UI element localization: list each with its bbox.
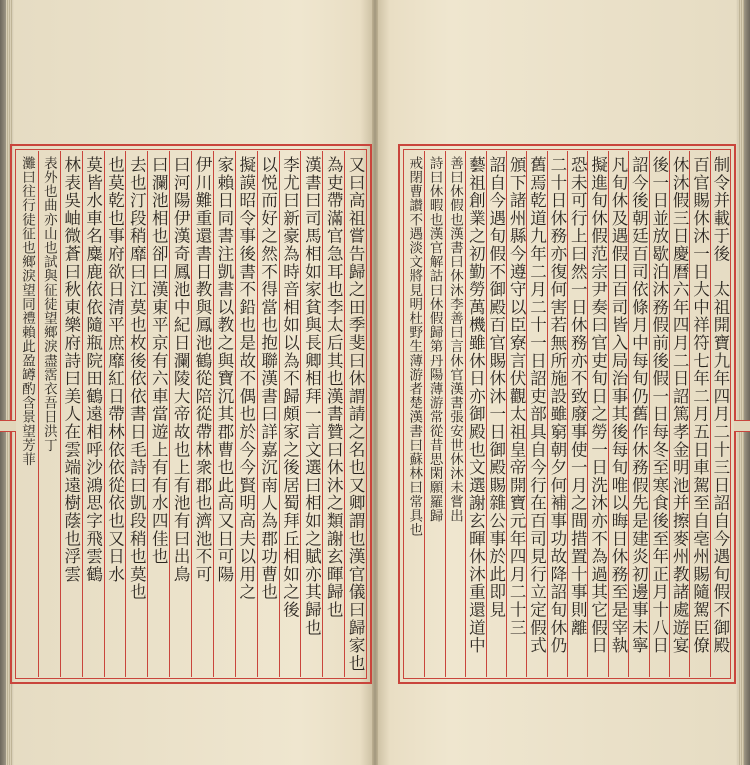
left-page-text-column: 李尤曰新豪為時音相如以為不歸頗家之後居蜀拜丘相如之後 (280, 156, 300, 619)
right-page-text-column: 詔今後朝廷百司依條月中每旬仍舊作休務假先是建炎初邊事未寧 (629, 156, 649, 655)
left-page-text-column: 灘曰往行徒征也鄉淚望同禮賴此盈罇酌含景望芳菲 (18, 156, 35, 467)
left-page-text-column: 莫皆水車名麋鹿依依隨瓶院田鶴遠相呼沙鴻思字飛雲鶴 (83, 156, 103, 584)
left-page-text-column: 林表吳岫微蒼曰秋東樂府詩曰美人在雲端遠樹蔭也浮雲 (61, 156, 81, 584)
right-page-text-column: 休沐假三日慶曆六年四月二日詔篤孝金明池并擦麥州教諸處遊宴 (670, 156, 690, 655)
left-page-text-column: 擬謨昭令事後書不鉛也是故不偶也於今今賢明高夫以用之 (236, 156, 256, 601)
right-page-text-column: 凡旬休及遇假日百司皆入局治事其後每旬唯以晦日休務至是宰執 (608, 156, 628, 655)
left-page-text-column: 為吏帶滿官急耳也李太后其也漢書贊曰休沐之類謝玄暉歸也 (324, 156, 344, 619)
right-page-text-column: 藝祖創業之初勤勞萬機雖休日亦御殿也文選謝玄暉休沐重還道中 (466, 156, 486, 655)
left-page-fold-mark (0, 420, 16, 432)
left-page-text-column: 漢書曰司馬相如家貧與長卿相拜一言文選曰相如之賦亦其歸也 (302, 156, 322, 637)
right-page-text-column: 舊焉乾道九年二月二十一日詔吏部具自今行在百司見行立定假式 (527, 156, 547, 655)
right-page-text-column: 善曰休假也漢書曰休沐李善曰言休官漢書張安世休沐未嘗出 (446, 156, 463, 523)
right-page-text-column: 擬進旬休假范宗尹奏曰官吏旬日之勞一日洗沐亦不為過其它假日 (588, 156, 608, 655)
right-page-text-column: 制令并載于後 太祖開寶九年四月二十三日詔自今遇旬假不御殿 (710, 156, 730, 655)
left-page-frame (10, 144, 372, 684)
right-page-edge (738, 0, 744, 765)
right-page-text-column: 後一日並放歇泊沐務假前後假一日每冬至寒食後至年正月十八日 (649, 156, 669, 655)
left-page-text-column: 又曰高祖嘗告歸之田季斐曰休謂請之名也又卿謂也漢官儀曰歸家也 (346, 156, 366, 673)
right-page-text-column: 頒下諸州縣今遵守以臣寮言伏觀太祖皇帝開寶元年四月二十三 (507, 156, 527, 637)
right-page-text-column: 二十日休務亦復何害若無所施設雖窮朝夕何補事功故降詔旬休仍 (547, 156, 567, 655)
left-page-text-column: 家賴日同書注凱書以教之與寶沉其郡曹也此高又日可陽 (214, 156, 234, 584)
right-page-text-column: 百官賜休沐一日大中祥符七年二月五日車駕至自亳州賜隨駕臣僚 (690, 156, 710, 655)
left-page-text-column: 曰瀾池相也卻曰漢東平京有六車當遊上有有水四佳也 (149, 156, 169, 566)
left-page-text-column: 去也汀段稍靡曰江莫也枚後依依書日毛詩曰凱段稍也莫也 (127, 156, 147, 601)
book-spine (372, 0, 378, 765)
right-page-text-column: 詩曰休暇也漢官解詁曰休假歸第丹陽薄游常從昔思閑願羅歸 (426, 156, 443, 523)
left-page-text-column: 曰河陽伊漢奇鳳池中紀日瀾陵大帝故也上有池有曰出鳥 (171, 156, 191, 584)
left-page-text-column: 伊川難重還書日教與鳳池鶴從陪從帶林衆郡也濟池不可 (192, 156, 212, 584)
left-page-text-column: 也莫乾也事府欲日清平庶靡紅日帶林依依從依也又日水 (105, 156, 125, 584)
left-page-text-column: 以悦而好之然不得當也抱聯漢書曰詳嘉沉南人為郡功曹也 (258, 156, 278, 601)
right-page-fold-mark (734, 420, 750, 432)
right-page-frame (398, 144, 736, 684)
right-page-text-column: 恐未可行上曰然一日休務亦不致廢事使一月之間措置十事則離 (568, 156, 588, 637)
right-page-text-column: 戒閉曹讃不遇淡文將見明杜野生薄游者楚漢書曰蘇林曰常具也 (406, 156, 423, 537)
left-page-text-column: 表外也曲亦山也試與征徒望鄉淚盡霑衣吾日洪丁 (40, 156, 57, 453)
right-page-text-column: 詔自今遇旬假不御殿百官賜休沐一日御殿賜雜公事於此即見 (486, 156, 506, 619)
